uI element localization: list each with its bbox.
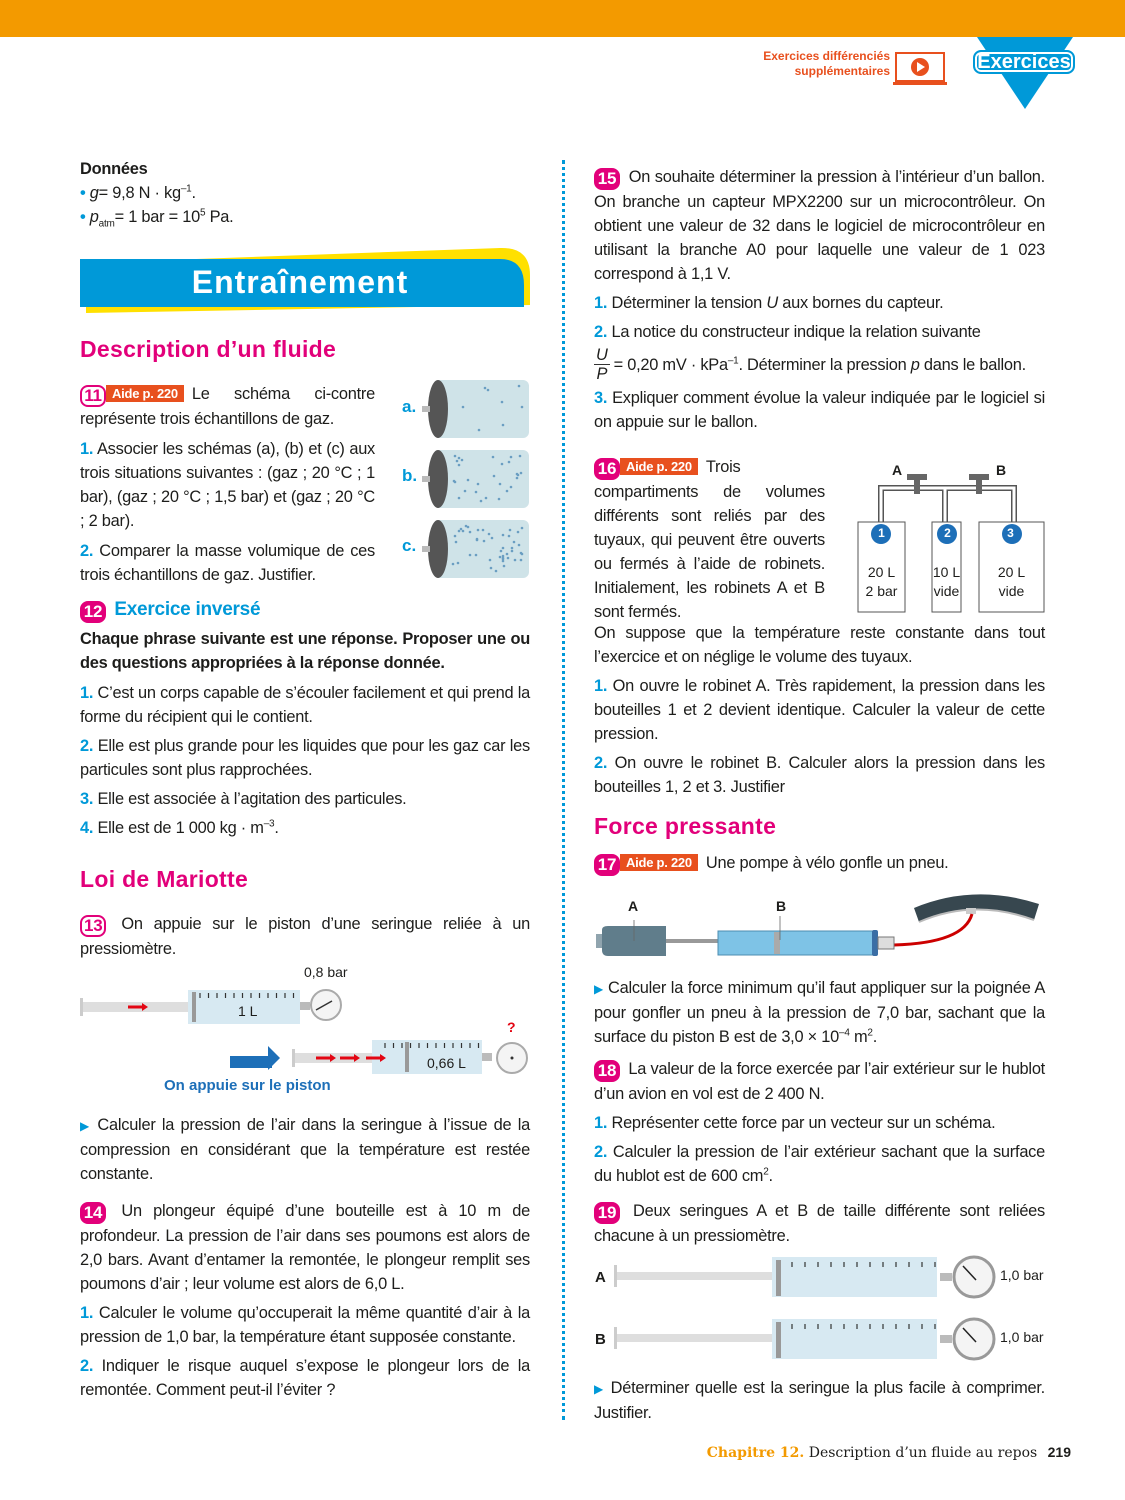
exercise-16: 16 Aide p. 220 Trois compartiments de volumes différents sont reliés par des tuyaux, qui peuvent être ouverts ou fermés à l’aide de robinets. Initialement, les robinets A et B sont fermés. (594, 458, 825, 621)
label-b: b. (402, 466, 418, 485)
handle-a-label: A (628, 898, 639, 914)
section-force-pressante: Force pressante (594, 813, 777, 839)
exercise-number: 14 (80, 1202, 106, 1224)
syringe-b-label: B (595, 1331, 606, 1348)
exercices-badge: Exercices (973, 50, 1075, 74)
volume-initial: 1 L (238, 1003, 258, 1019)
label-c: c. (402, 536, 417, 555)
syringe (614, 1319, 994, 1359)
section-description-fluide: Description d’un fluide (80, 336, 337, 362)
exercise-15: 15 On souhaite déterminer la pression à l’intérieur d’un ballon. On branche un capteur MPX2200 sur un microcontrôleur. On obtient une valeur de 32 dans le logiciel de microcontrôleur en utilisant la branche A0 pour laquelle une valeur de 1 023 correspond à 1,1 V. 1. Déterminer la tension U aux bornes du capteur. 2. La notice du constructeur indique la relation suivante $\frac{U}{P}$ = 0,20 mV · kPa$^{-1}$. Déterminer la pression p dans le ballon. 3. Expliquer comment évolue la valeur indiquée par le logiciel si on appuie sur le ballon. (594, 168, 1045, 431)
valve-b-label: B (996, 462, 1007, 478)
exercise-number: 18 (594, 1060, 620, 1082)
two-syringes-diagram (594, 1252, 1004, 1367)
piston-b-label: B (776, 898, 787, 914)
help-link[interactable]: Aide p. 220 (620, 458, 698, 475)
gas-cylinder (422, 520, 529, 578)
exercise-number: 12 (80, 601, 106, 623)
exercise-12: 12 Exercice inversé Chaque phrase suivante est une réponse. Proposer une ou des questions appropriées à la réponse donnée. 1. C’est un corps capable de s’écouler facilement et qui prend la forme du récipient qui le contient. 2. Elle est plus grande pour les liquides que pour les gaz car les particules sont plus rapprochées. 3. Elle est associée à l’agitation des particules. 4. Elle est de 1 000 kg · $m^{-3}$. (80, 599, 531, 837)
extra-line1: Exercices différenciés (763, 49, 890, 63)
exercise-number: 16 (594, 458, 620, 480)
exercise-17-task: ▶ Calculer la force minimum qu’il faut appliquer sur la poignée A pour gonfler un pneu à la pression de 7,0 bar, sachant que la surface du piston B est de $3,0 \times 10^{-4}$ $m^2$. (594, 979, 1045, 1046)
gas-samples-diagram (398, 378, 533, 584)
help-link[interactable]: Aide p. 220 (620, 854, 698, 871)
valve-a-label: A (892, 462, 903, 478)
gas-cylinder (422, 380, 529, 438)
pressure-a: 1,0 bar (1000, 1267, 1044, 1283)
column-divider (562, 160, 565, 1420)
diagram-caption: On appuie sur le piston (164, 1077, 331, 1094)
exercise-13-task: ▶ Calculer la pression de l’air dans la seringue à l’issue de la compression en considérant que la température est restée constante. (80, 1116, 530, 1183)
exercise-18: 18 La valeur de la force exercée par l’air extérieur sur le hublot d’un avion en vol est de 2 400 N. 1. Représenter cette force par un vecteur sur un schéma. 2. Calculer la pression de l’air extérieur sachant que la surface du hublot est de 600 $cm^2$. (594, 1060, 1045, 1185)
tank-2: 2 10 L vide (932, 526, 961, 599)
label-a: a. (402, 397, 417, 416)
exercise-19: 19 Deux seringues A et B de taille différente sont reliées chacune à un pressiomètre. (594, 1202, 1045, 1245)
gas-cylinder (422, 450, 529, 508)
donnees-g: • g= 9,8 $N \cdot kg^{-1}$. (80, 183, 196, 202)
banner-title: Entraînement (191, 264, 409, 300)
exercise-number: 11 (80, 385, 106, 407)
donnees-block (80, 157, 530, 229)
tank-1: 1 20 L 2 bar (865, 526, 898, 599)
volume-final: 0,66 L (427, 1055, 466, 1071)
pressure-unknown: ? (507, 1019, 516, 1035)
syringe-a-label: A (595, 1269, 606, 1286)
page-footer: Chapitre 12. Description d’un fluide au repos 219 (706, 1444, 1071, 1461)
exercise-number: 15 (594, 168, 620, 190)
donnees-title: Données (80, 160, 148, 178)
exercise-number: 19 (594, 1202, 620, 1224)
donnees-patm: • $p_{atm}= 1$ bar = $10^5$ Pa. (80, 207, 234, 230)
syringe (614, 1257, 994, 1297)
top-color-bar (0, 0, 1125, 37)
exercices-triangle (975, 37, 1075, 112)
pressure-initial: 0,8 bar (304, 964, 348, 980)
extra-line2: supplémentaires (794, 64, 890, 78)
section-loi-mariotte: Loi de Mariotte (80, 866, 249, 892)
exercise-number: 13 (80, 915, 106, 937)
laptop-play-icon[interactable] (893, 51, 949, 87)
exercise-19-task: ▶ Déterminer quelle est la seringue la plus facile à comprimer. Justifier. (594, 1379, 1045, 1422)
exercise-16-questions: On suppose que la température reste constante dans tout l’exercice et on néglige le volume des tuyaux. 1. On ouvre le robinet A. Très rapidement, la pression dans les bouteilles 1 et 2 devient identique. Calculer la valeur de cette pression. 2. On ouvre le robinet B. Calculer alors la pression dans les bouteilles 1, 2 et 3. Justifier (594, 624, 1045, 796)
exercise-13: 13 On appuie sur le piston d’une seringue reliée à un pressiomètre. (80, 915, 530, 958)
tank-3: 3 20 L vide (997, 526, 1026, 599)
help-link[interactable]: Aide p. 220 (106, 385, 184, 402)
bicycle-pump-diagram (594, 888, 1044, 960)
exercise-17: 17 Aide p. 220 Une pompe à vélo gonfle un pneu. (594, 851, 1045, 876)
exercise-11: 11 Aide p. 220 Le schéma ci-contre représente trois échantillons de gaz. 1. Associer les schémas (a), (b) et (c) aux trois situations suivantes : (gaz ; 20 °C ; 1 bar), (gaz ; 20 °C ; 1,5 bar) et (gaz ; 20 °C ; 2 bar). 2. Comparer la masse volumique de ces trois échantillons de gaz. Justifier. (80, 385, 376, 584)
exercise-14: 14 Un plongeur équipé d’une bouteille est à 10 m de profondeur. La pression de l’air dans ses poumons est alors de 2,0 bars. Avant d’entamer la remontée, le plongeur remplit ses poumons d’air ; leur volume est alors de 6,0 L. 1. Calculer le volume qu’occuperait la même quantité d’air à la pression de 1,0 bar, la température étant supposée constante. 2. Indiquer le risque auquel s’expose le plongeur lors de la remontée. Comment peut-il l’éviter ? (80, 1202, 530, 1399)
extra-exercises-link[interactable] (740, 49, 890, 79)
pressure-b: 1,0 bar (1000, 1329, 1044, 1345)
exercise-number: 17 (594, 854, 620, 876)
